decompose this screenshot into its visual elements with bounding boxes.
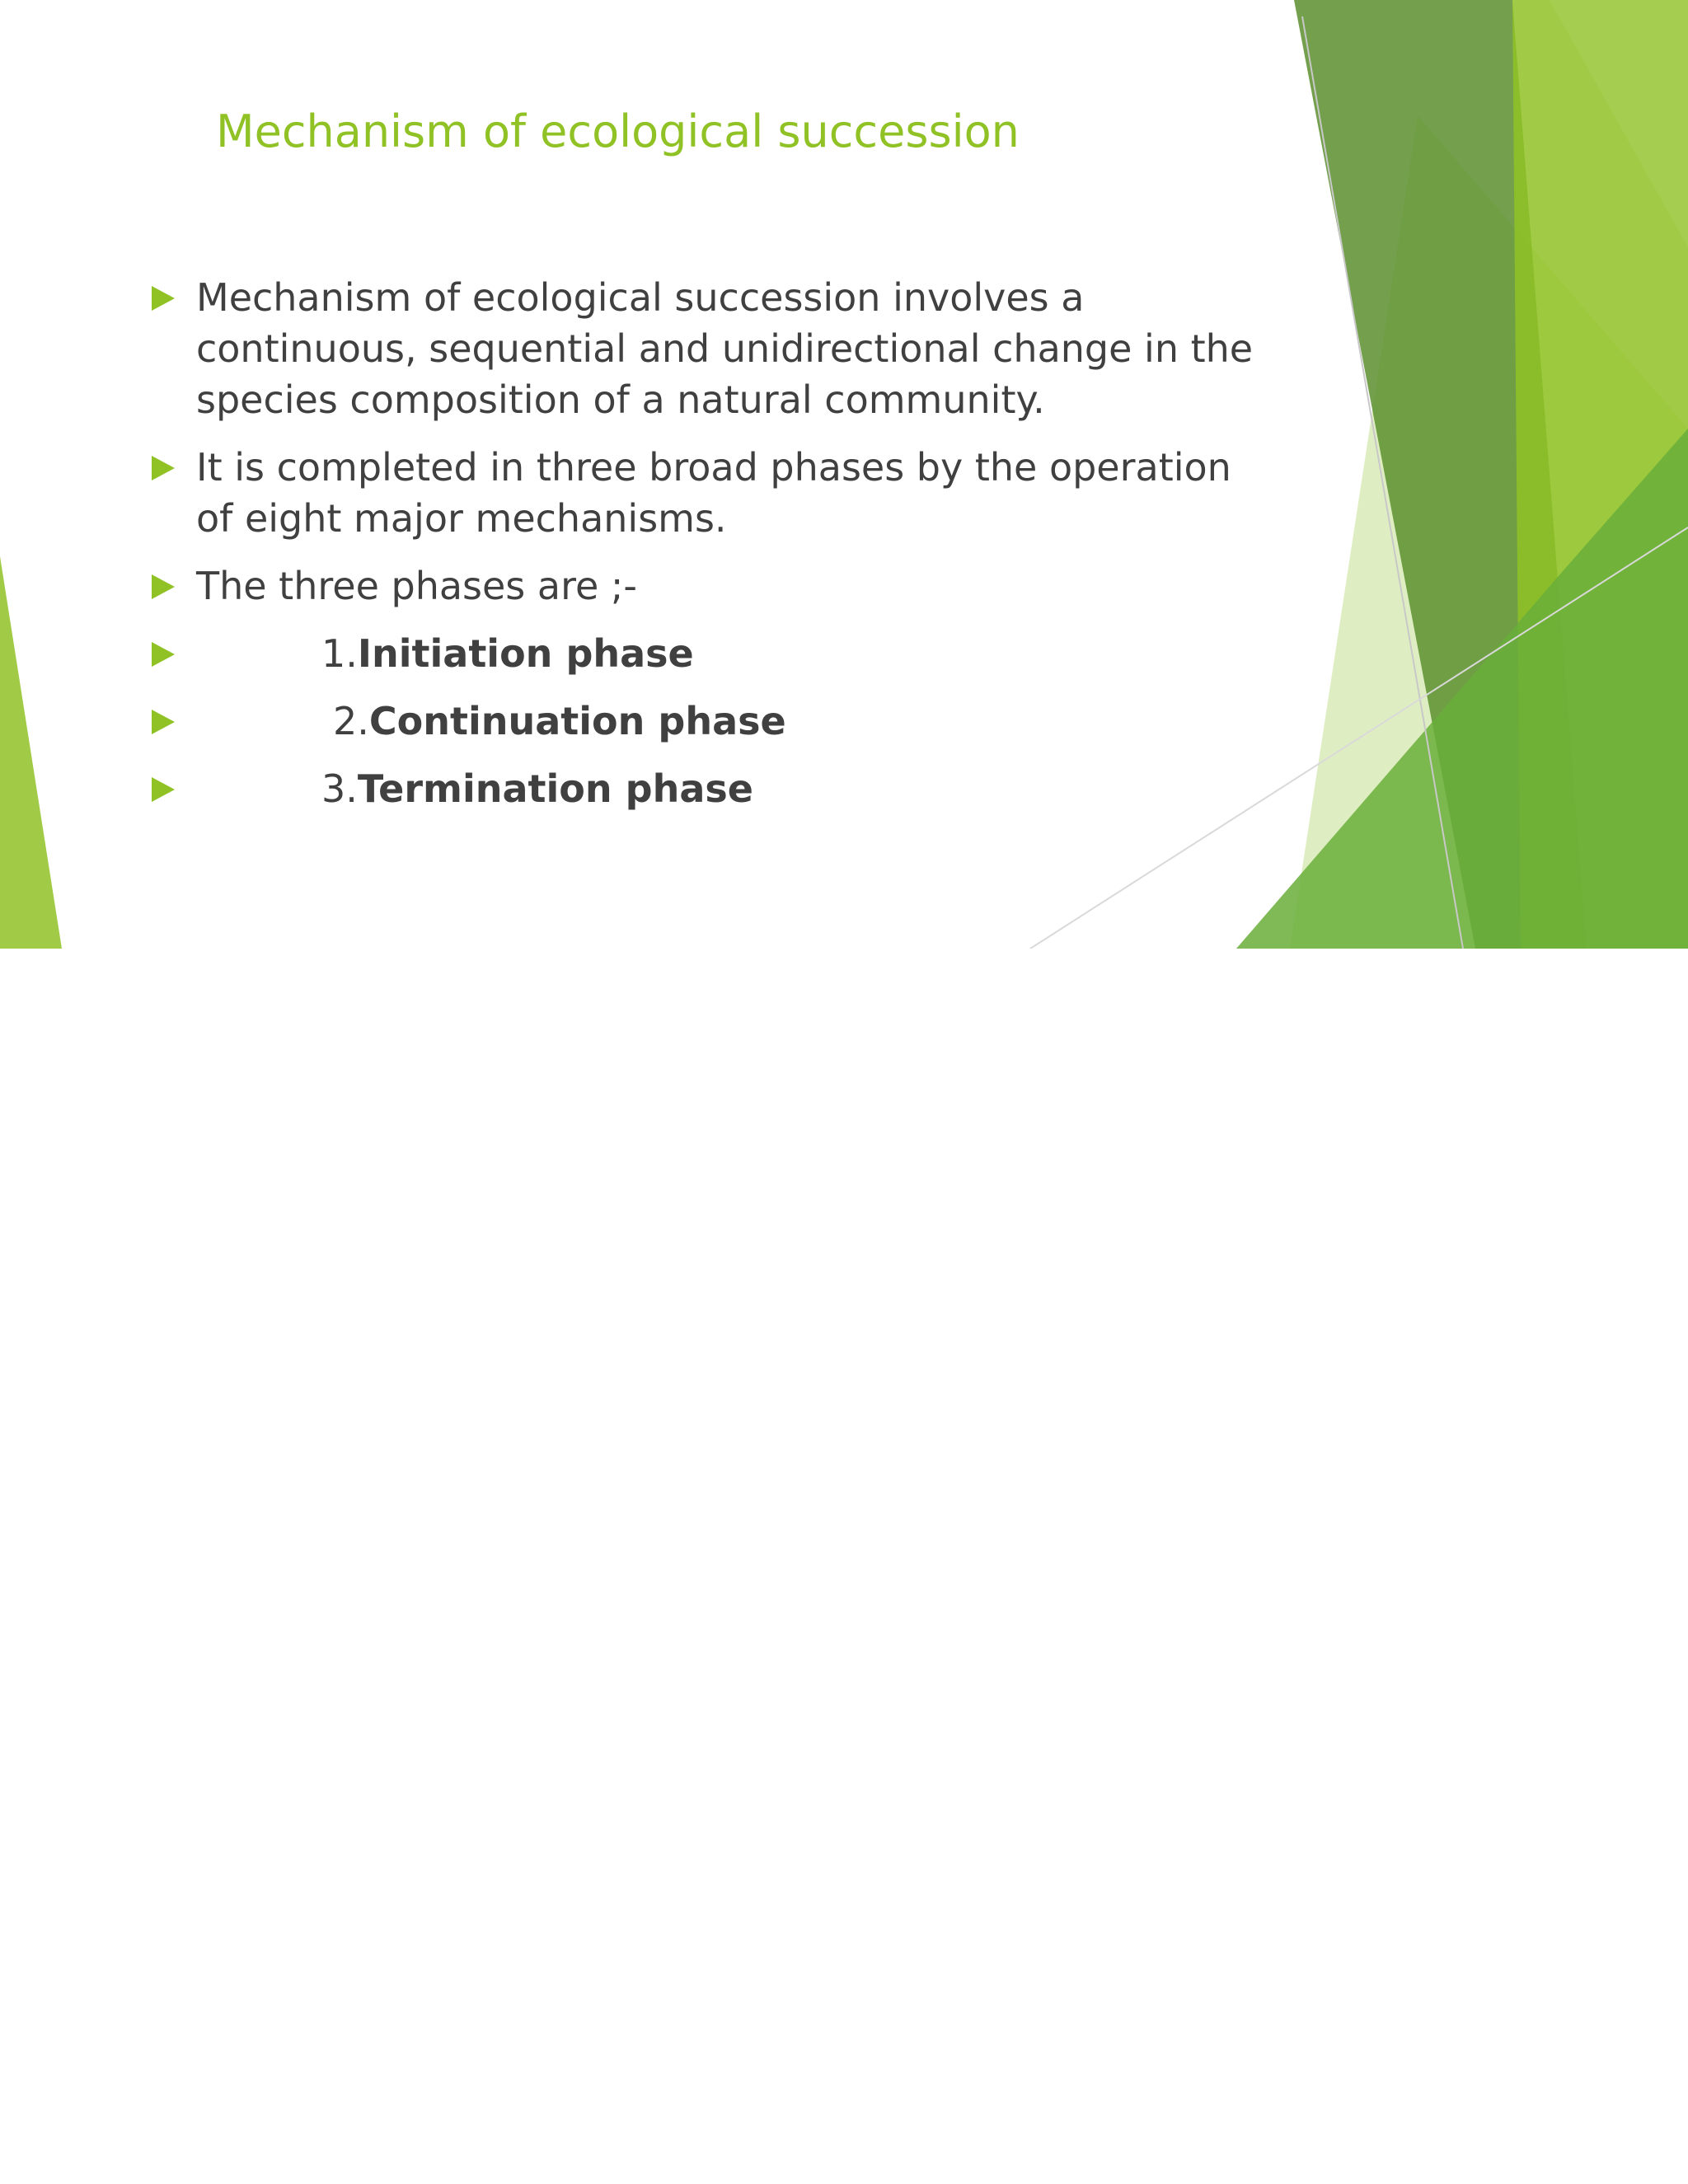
phase-number: 2. xyxy=(333,699,369,743)
bullet-list xyxy=(150,272,1254,831)
triangle-arrow-icon xyxy=(152,574,175,599)
slide-title: Mechanism of ecological succession xyxy=(216,105,1020,157)
phase-item-termination xyxy=(150,763,1254,814)
phase-name: Initiation phase xyxy=(357,631,694,676)
phase-name: Continuation phase xyxy=(368,699,786,743)
phase-item-initiation xyxy=(150,628,1254,679)
bullet-text: It is completed in three broad phases by the operation of eight major mechanisms. xyxy=(196,445,1231,541)
phase-number: 1. xyxy=(321,631,358,676)
bullet-item-2 xyxy=(150,442,1254,544)
bullet-item-1 xyxy=(150,272,1254,425)
bullet-text: The three phases are ;- xyxy=(196,564,637,608)
phase-number: 3. xyxy=(321,766,358,811)
triangle-arrow-icon xyxy=(152,710,175,734)
left-edge-shape xyxy=(0,556,62,949)
bullet-text: Mechanism of ecological succession involves a continuous, sequential and unidirectional change in the species composition of a natural community. xyxy=(196,275,1254,422)
triangle-arrow-icon xyxy=(152,777,175,802)
phase-name: Termination phase xyxy=(357,766,753,811)
triangle-arrow-icon xyxy=(152,456,175,480)
bullet-item-3 xyxy=(150,560,1254,612)
triangle-arrow-icon xyxy=(152,286,175,311)
phase-item-continuation xyxy=(150,696,1254,747)
triangle-arrow-icon xyxy=(152,642,175,667)
slide xyxy=(0,0,1688,949)
